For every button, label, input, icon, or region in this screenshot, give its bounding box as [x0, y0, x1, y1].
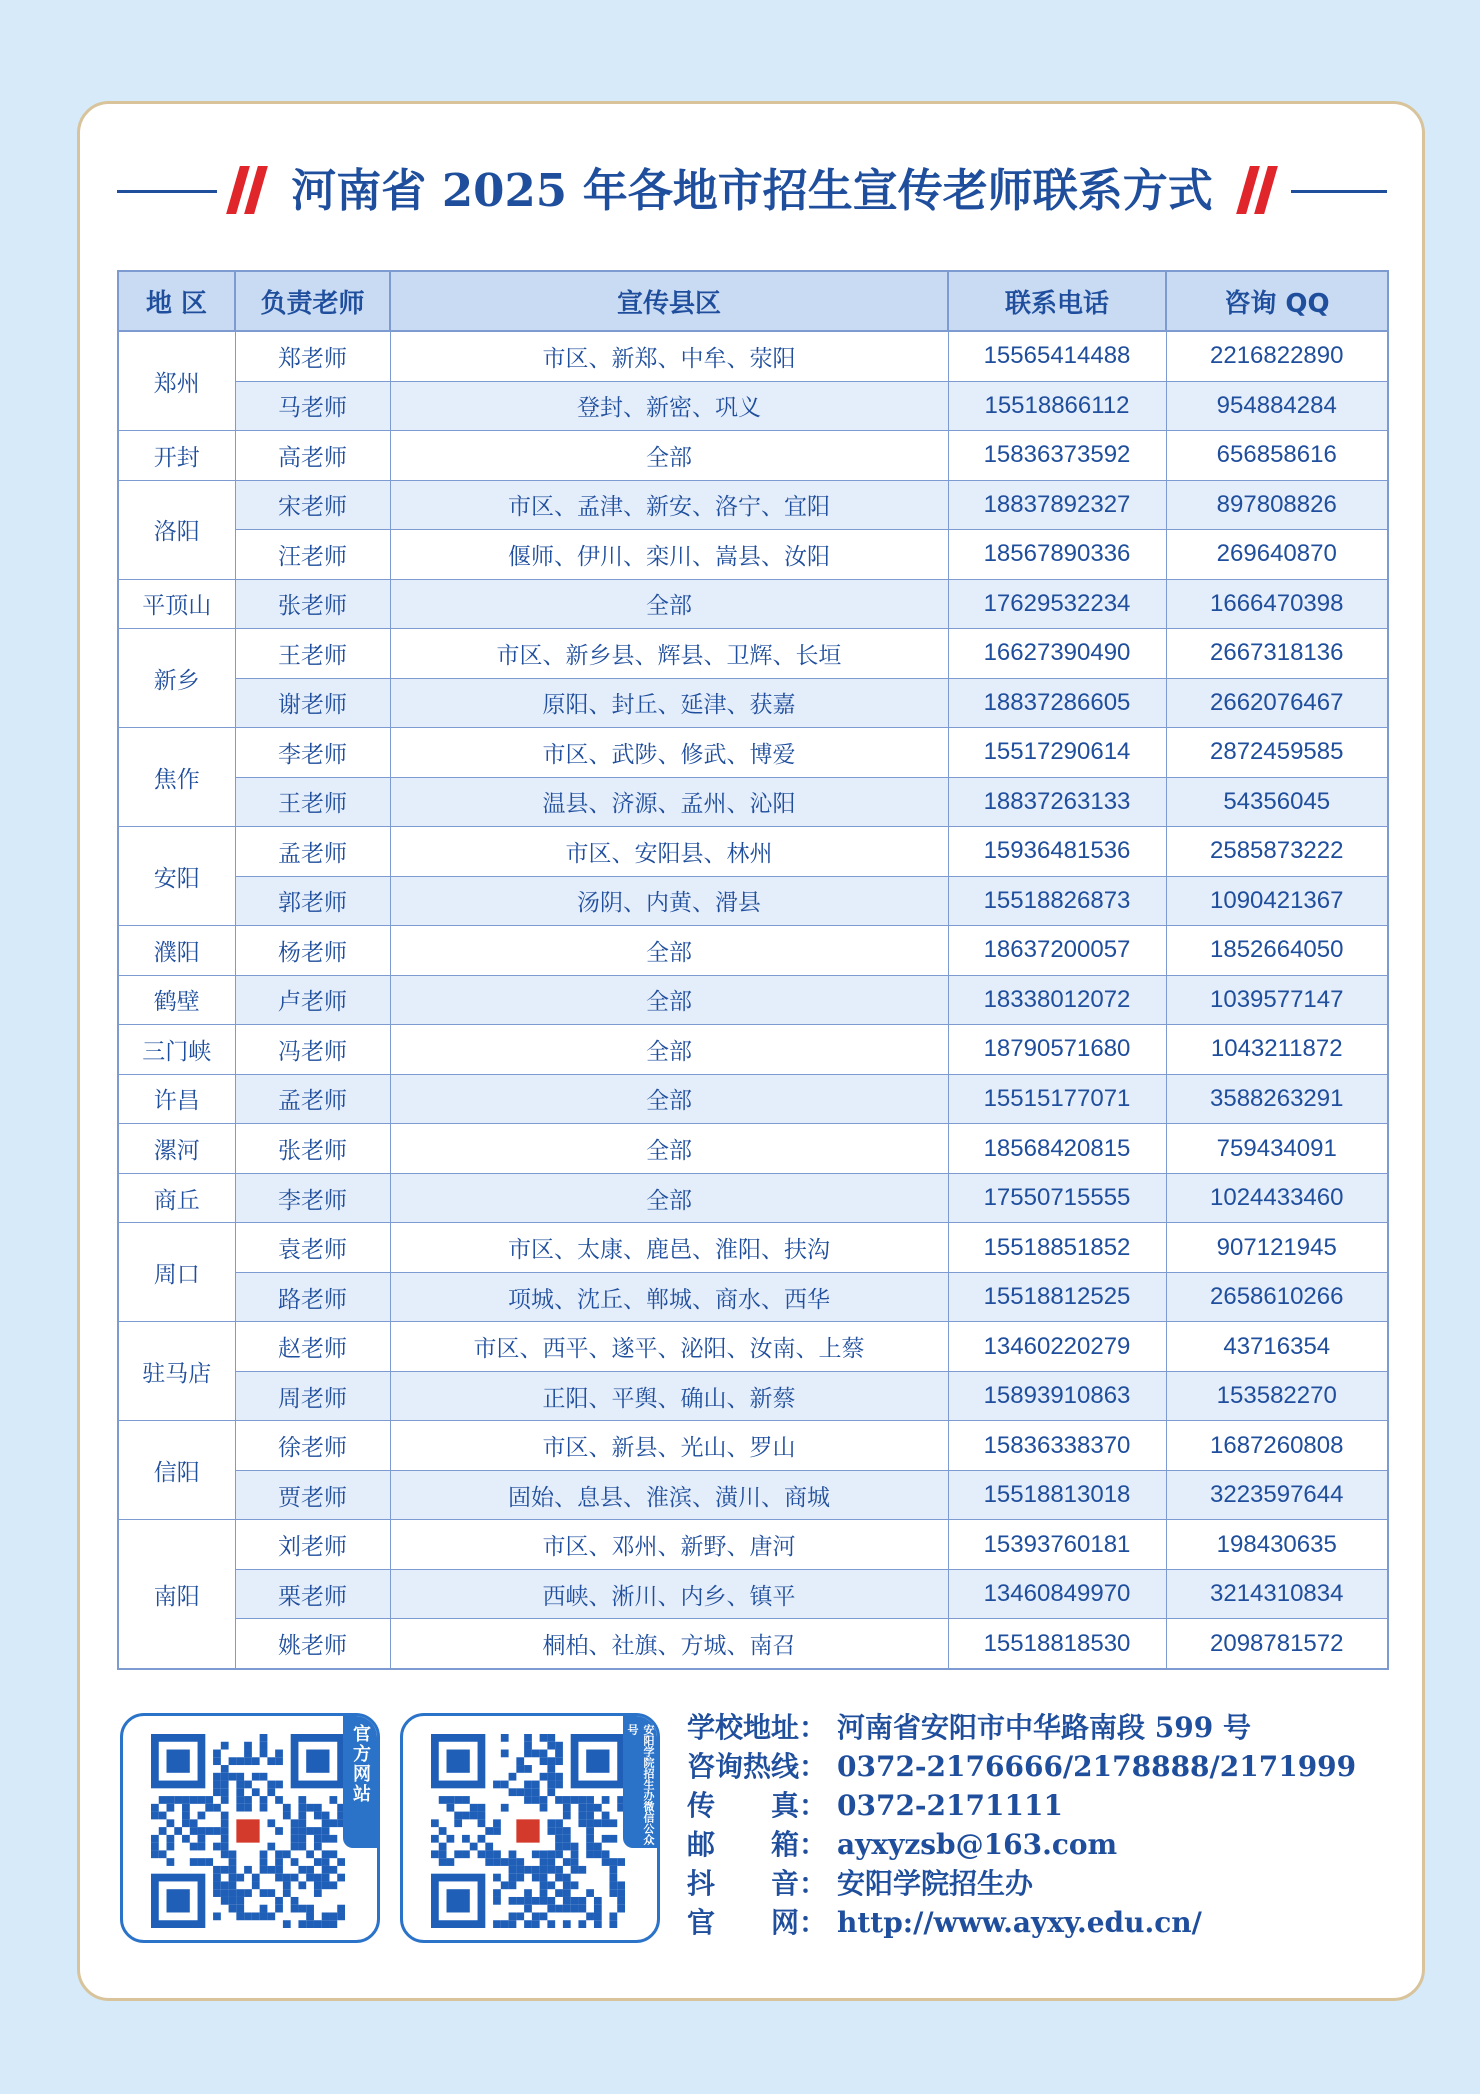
region-cell: 郑州: [118, 331, 235, 431]
counties-cell: 市区、西平、遂平、泌阳、汝南、上蔡: [390, 1322, 948, 1372]
counties-cell: 市区、孟津、新安、洛宁、宜阳: [390, 480, 948, 530]
phone-cell: 15836338370: [948, 1421, 1166, 1471]
counties-cell: 桐柏、社旗、方城、南召: [390, 1619, 948, 1669]
teacher-cell: 宋老师: [235, 480, 390, 530]
teacher-cell: 高老师: [235, 431, 390, 481]
qq-cell: 2585873222: [1166, 827, 1388, 877]
region-cell: 焦作: [118, 728, 235, 827]
counties-cell: 西峡、淅川、内乡、镇平: [390, 1569, 948, 1619]
counties-cell: 全部: [390, 1074, 948, 1124]
phone-cell: 18837263133: [948, 777, 1166, 827]
teacher-cell: 王老师: [235, 629, 390, 679]
title-rule-left: [117, 190, 217, 193]
teacher-cell: 王老师: [235, 777, 390, 827]
phone-cell: 15517290614: [948, 728, 1166, 778]
page-title: 河南省 2025 年各地市招生宣传老师联系方式: [291, 164, 1213, 217]
teacher-cell: 张老师: [235, 1124, 390, 1174]
qq-cell: 54356045: [1166, 777, 1388, 827]
phone-cell: 15518866112: [948, 381, 1166, 431]
info-website: 官 网： http://www.ayxy.edu.cn/: [687, 1906, 1202, 1939]
qr-code-icon: [423, 1734, 633, 1928]
table-row: [118, 1421, 1388, 1471]
teacher-cell: 汪老师: [235, 530, 390, 580]
teacher-cell: 周老师: [235, 1371, 390, 1421]
counties-cell: 市区、邓州、新野、唐河: [390, 1520, 948, 1570]
qq-cell: 1090421367: [1166, 876, 1388, 926]
qq-cell: 907121945: [1166, 1223, 1388, 1273]
table-row: [118, 1619, 1388, 1669]
table-header-row: [118, 271, 1388, 331]
counties-cell: 全部: [390, 431, 948, 481]
table-row: [118, 431, 1388, 481]
counties-cell: 市区、太康、鹿邑、淮阳、扶沟: [390, 1223, 948, 1273]
counties-cell: 全部: [390, 926, 948, 976]
table-row: [118, 1470, 1388, 1520]
teacher-cell: 路老师: [235, 1272, 390, 1322]
table-row: [118, 926, 1388, 976]
teacher-cell: 贾老师: [235, 1470, 390, 1520]
phone-cell: 15518826873: [948, 876, 1166, 926]
counties-cell: 登封、新密、巩义: [390, 381, 948, 431]
info-hotline: 咨询热线： 0372-2176666/2178888/2171999: [687, 1750, 1357, 1783]
table-row: [118, 480, 1388, 530]
qr-card-wechat: [400, 1713, 660, 1943]
table-row: [118, 1371, 1388, 1421]
region-cell: 驻马店: [118, 1322, 235, 1421]
phone-cell: 13460220279: [948, 1322, 1166, 1372]
counties-cell: 固始、息县、淮滨、潢川、商城: [390, 1470, 948, 1520]
counties-cell: 市区、新乡县、辉县、卫辉、长垣: [390, 629, 948, 679]
qq-cell: 2098781572: [1166, 1619, 1388, 1669]
teacher-cell: 张老师: [235, 579, 390, 629]
counties-cell: 全部: [390, 1025, 948, 1075]
phone-cell: 18837286605: [948, 678, 1166, 728]
table-row: [118, 331, 1388, 381]
teacher-cell: 郑老师: [235, 331, 390, 381]
header-qq: 咨询 QQ: [1166, 271, 1388, 331]
table-row: [118, 1322, 1388, 1372]
qq-cell: 1687260808: [1166, 1421, 1388, 1471]
qr-card-website: [120, 1713, 380, 1943]
contact-info: [687, 1708, 1407, 1942]
qq-cell: 2662076467: [1166, 678, 1388, 728]
qr-tab: [623, 1716, 657, 1848]
teacher-cell: 杨老师: [235, 926, 390, 976]
header-counties: 宣传县区: [390, 271, 948, 331]
phone-cell: 18338012072: [948, 975, 1166, 1025]
region-cell: 鹤壁: [118, 975, 235, 1025]
table-row: [118, 777, 1388, 827]
region-cell: 漯河: [118, 1124, 235, 1174]
qq-cell: 1043211872: [1166, 1025, 1388, 1075]
table-row: [118, 728, 1388, 778]
qq-cell: 2658610266: [1166, 1272, 1388, 1322]
counties-cell: 原阳、封丘、延津、获嘉: [390, 678, 948, 728]
qr-tab: [343, 1716, 377, 1848]
counties-cell: 汤阴、内黄、滑县: [390, 876, 948, 926]
phone-cell: 18568420815: [948, 1124, 1166, 1174]
contacts-table: [117, 270, 1389, 1670]
qr-code-icon: [143, 1734, 353, 1928]
teacher-cell: 刘老师: [235, 1520, 390, 1570]
teacher-cell: 徐老师: [235, 1421, 390, 1471]
table-row: [118, 678, 1388, 728]
region-cell: 周口: [118, 1223, 235, 1322]
qq-cell: 3588263291: [1166, 1074, 1388, 1124]
region-cell: 商丘: [118, 1173, 235, 1223]
table-body: [118, 331, 1388, 1669]
phone-cell: 15936481536: [948, 827, 1166, 877]
table-row: [118, 1223, 1388, 1273]
teacher-cell: 孟老师: [235, 827, 390, 877]
qq-cell: 656858616: [1166, 431, 1388, 481]
teacher-cell: 栗老师: [235, 1569, 390, 1619]
phone-cell: 18837892327: [948, 480, 1166, 530]
counties-cell: 全部: [390, 1173, 948, 1223]
counties-cell: 全部: [390, 975, 948, 1025]
counties-cell: 全部: [390, 579, 948, 629]
phone-cell: 15518812525: [948, 1272, 1166, 1322]
region-cell: 濮阳: [118, 926, 235, 976]
phone-cell: 15518818530: [948, 1619, 1166, 1669]
table-row: [118, 629, 1388, 679]
counties-cell: 项城、沈丘、郸城、商水、西华: [390, 1272, 948, 1322]
teacher-cell: 卢老师: [235, 975, 390, 1025]
counties-cell: 温县、济源、孟州、沁阳: [390, 777, 948, 827]
table-row: [118, 1124, 1388, 1174]
qq-cell: 198430635: [1166, 1520, 1388, 1570]
teacher-cell: 马老师: [235, 381, 390, 431]
phone-cell: 16627390490: [948, 629, 1166, 679]
qq-cell: 759434091: [1166, 1124, 1388, 1174]
qq-cell: 897808826: [1166, 480, 1388, 530]
phone-cell: 15518851852: [948, 1223, 1166, 1273]
info-fax: 传 真： 0372-2171111: [687, 1789, 1063, 1822]
qq-cell: 153582270: [1166, 1371, 1388, 1421]
table-row: [118, 975, 1388, 1025]
teacher-cell: 郭老师: [235, 876, 390, 926]
qq-cell: 3223597644: [1166, 1470, 1388, 1520]
region-cell: 三门峡: [118, 1025, 235, 1075]
counties-cell: 正阳、平舆、确山、新蔡: [390, 1371, 948, 1421]
region-cell: 安阳: [118, 827, 235, 926]
region-cell: 信阳: [118, 1421, 235, 1520]
phone-cell: 15515177071: [948, 1074, 1166, 1124]
phone-cell: 15836373592: [948, 431, 1166, 481]
qq-cell: 1852664050: [1166, 926, 1388, 976]
qq-cell: 1666470398: [1166, 579, 1388, 629]
teacher-cell: 袁老师: [235, 1223, 390, 1273]
phone-cell: 18567890336: [948, 530, 1166, 580]
header-region: 地 区: [118, 271, 235, 331]
info-address: 学校地址： 河南省安阳市中华路南段 599 号: [687, 1711, 1251, 1744]
table-row: [118, 530, 1388, 580]
teacher-cell: 谢老师: [235, 678, 390, 728]
table-row: [118, 1272, 1388, 1322]
qq-cell: 2667318136: [1166, 629, 1388, 679]
table-row: [118, 827, 1388, 877]
table-row: [118, 876, 1388, 926]
teacher-cell: 李老师: [235, 1173, 390, 1223]
table-row: [118, 579, 1388, 629]
counties-cell: 偃师、伊川、栾川、嵩县、汝阳: [390, 530, 948, 580]
table-row: [118, 381, 1388, 431]
counties-cell: 全部: [390, 1124, 948, 1174]
phone-cell: 15893910863: [948, 1371, 1166, 1421]
qq-cell: 3214310834: [1166, 1569, 1388, 1619]
teacher-cell: 李老师: [235, 728, 390, 778]
qq-cell: 2872459585: [1166, 728, 1388, 778]
teacher-cell: 赵老师: [235, 1322, 390, 1372]
qr-tab-label: 官方网站: [350, 1724, 371, 1804]
header-phone: 联系电话: [948, 271, 1166, 331]
region-cell: 开封: [118, 431, 235, 481]
phone-cell: 17550715555: [948, 1173, 1166, 1223]
qq-cell: 1039577147: [1166, 975, 1388, 1025]
phone-cell: 13460849970: [948, 1569, 1166, 1619]
counties-cell: 市区、安阳县、林州: [390, 827, 948, 877]
phone-cell: 15565414488: [948, 331, 1166, 381]
region-cell: 洛阳: [118, 480, 235, 579]
counties-cell: 市区、新县、光山、罗山: [390, 1421, 948, 1471]
teacher-cell: 冯老师: [235, 1025, 390, 1075]
teacher-cell: 姚老师: [235, 1619, 390, 1669]
qq-cell: 1024433460: [1166, 1173, 1388, 1223]
qq-cell: 269640870: [1166, 530, 1388, 580]
table-row: [118, 1025, 1388, 1075]
phone-cell: 18637200057: [948, 926, 1166, 976]
title-rule-right: [1291, 190, 1387, 193]
qq-cell: 2216822890: [1166, 331, 1388, 381]
region-cell: 新乡: [118, 629, 235, 728]
phone-cell: 15393760181: [948, 1520, 1166, 1570]
table-row: [118, 1520, 1388, 1570]
table-row: [118, 1173, 1388, 1223]
counties-cell: 市区、新郑、中牟、荥阳: [390, 331, 948, 381]
table-row: [118, 1569, 1388, 1619]
phone-cell: 18790571680: [948, 1025, 1166, 1075]
region-cell: 南阳: [118, 1520, 235, 1669]
phone-cell: 17629532234: [948, 579, 1166, 629]
qq-cell: 954884284: [1166, 381, 1388, 431]
qr-tab-label: 安阳学院招生办微信公众号: [626, 1724, 655, 1845]
title-row: [117, 148, 1387, 234]
info-email: 邮 箱： ayxyzsb@163.com: [687, 1828, 1118, 1861]
table-row: [118, 1074, 1388, 1124]
info-douyin: 抖 音： 安阳学院招生办: [687, 1867, 1034, 1900]
region-cell: 许昌: [118, 1074, 235, 1124]
teacher-cell: 孟老师: [235, 1074, 390, 1124]
counties-cell: 市区、武陟、修武、博爱: [390, 728, 948, 778]
qq-cell: 43716354: [1166, 1322, 1388, 1372]
header-teacher: 负责老师: [235, 271, 390, 331]
phone-cell: 15518813018: [948, 1470, 1166, 1520]
region-cell: 平顶山: [118, 579, 235, 629]
